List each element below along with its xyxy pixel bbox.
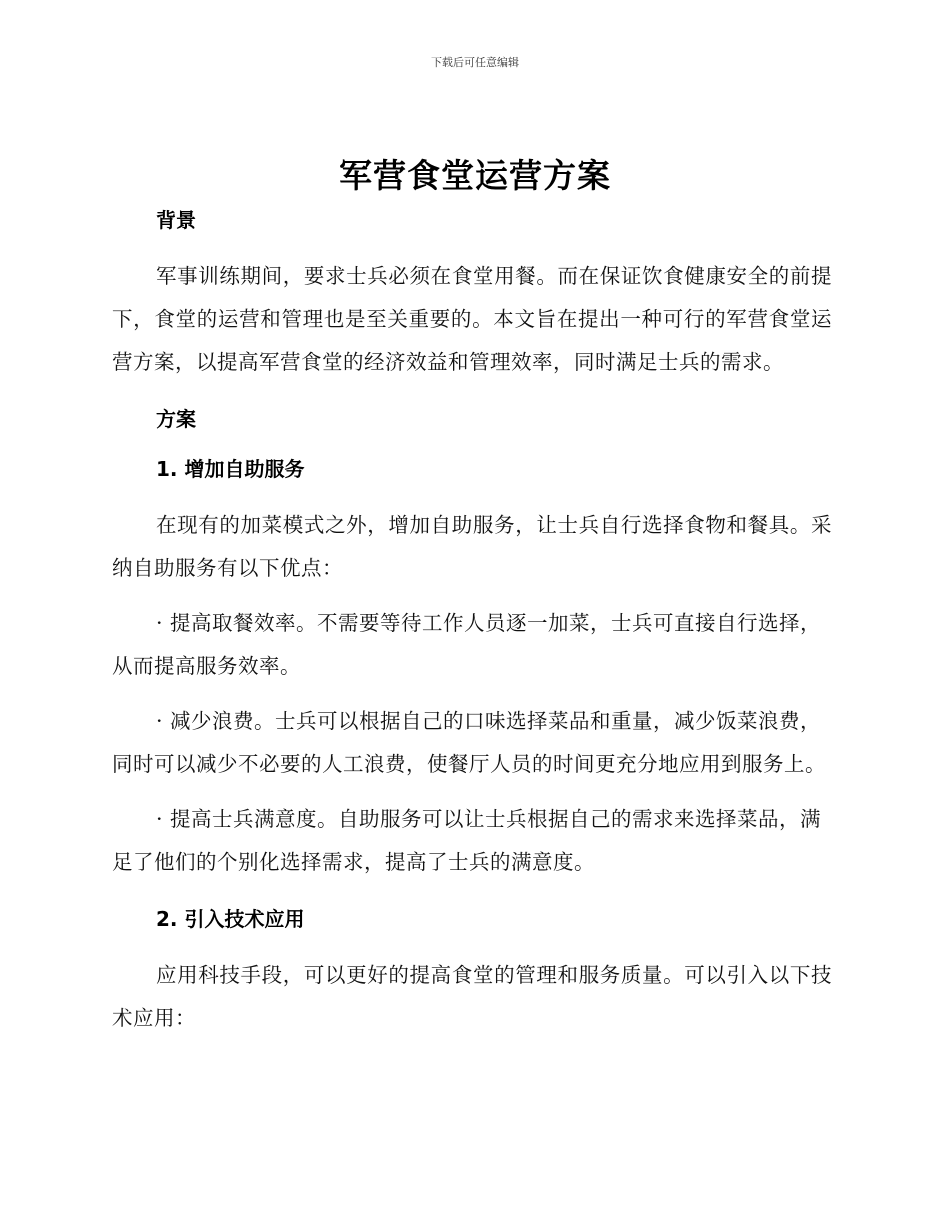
heading-plan: 方案 [156, 407, 196, 431]
document-body [112, 205, 832, 1040]
bullet-item: · 提高取餐效率。不需要等待工作人员逐一加菜，士兵可直接自行选择，从而提高服务效率。 [112, 611, 822, 678]
bullet-item: · 提高士兵满意度。自助服务可以让士兵根据自己的需求来选择菜品，满足了他们的个别化选择需求，提高了士兵的满意度。 [112, 807, 822, 874]
paragraph-item2: 应用科技手段，可以更好的提高食堂的管理和服务质量。可以引入以下技术应用： [112, 963, 832, 1030]
header-note: 下载后可任意编辑 [431, 56, 519, 69]
heading-background: 背景 [156, 208, 196, 232]
paragraph-item1: 在现有的加菜模式之外，增加自助服务，让士兵自行选择食物和餐具。采纳自助服务有以下优点： [112, 513, 832, 580]
heading-item1: 1. 增加自助服务 [156, 457, 305, 481]
bullet-item: · 减少浪费。士兵可以根据自己的口味选择菜品和重量，减少饭菜浪费，同时可以减少不必要的人工浪费，使餐厅人员的时间更充分地应用到服务上。 [112, 709, 826, 776]
heading-item2: 2. 引入技术应用 [156, 907, 305, 931]
document-title: 军营食堂运营方案 [339, 156, 611, 195]
paragraph-background: 军事训练期间，要求士兵必须在食堂用餐。而在保证饮食健康安全的前提下，食堂的运营和管理也是至关重要的。本文旨在提出一种可行的军营食堂运营方案，以提高军营食堂的经济效益和管理效率，同时满足士兵的需求。 [112, 264, 832, 374]
